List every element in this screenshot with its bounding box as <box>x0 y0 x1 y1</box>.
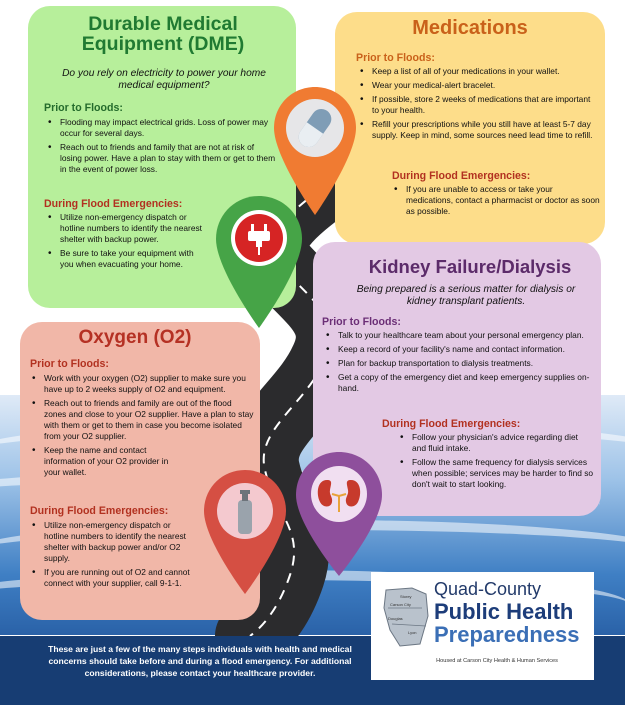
list-item: • Refill your prescriptions while you still have at least 5-7 day supply. Keep in mind, some sources need lead time to refill. <box>358 119 598 141</box>
logo-tagline: Housed at Carson City Health & Human Services <box>436 658 558 664</box>
oxygen-emergency-list <box>30 520 194 592</box>
map-label: Lyon <box>408 630 417 635</box>
list-item: • Talk to your healthcare team about your personal emergency plan. <box>324 330 596 341</box>
list-item: • Utilize non-emergency dispatch or hotline numbers to identify the nearest shelter with backup power. <box>46 212 206 245</box>
medications-prior-list <box>358 66 598 144</box>
list-item: • Keep the name and contact information of your O2 provider in your wallet. <box>30 445 184 478</box>
medications-emergency-heading: During Flood Emergencies: <box>392 170 531 182</box>
list-item: • Follow your physician's advice regarding diet and fluid intake. <box>398 432 594 454</box>
footer-text: These are just a few of the many steps individuals with health and medical concerns should take before and during a flood emergency. For additional considerations, please contact your healthcare provider. <box>48 644 352 678</box>
list-item: • Flooding may impact electrical grids. Loss of power may occur for several days. <box>46 117 278 139</box>
kidney-title: Kidney Failure/Dialysis <box>368 256 572 277</box>
kidney-subtitle: Being prepared is a serious matter for dialysis or kidney transplant patients. <box>356 284 576 307</box>
kidney-pin <box>294 450 384 580</box>
logo-line-1: Quad-County <box>434 579 542 599</box>
list-item: • If you are running out of O2 and cannot connect with your supplier, call 9-1-1. <box>30 567 194 589</box>
list-item: • Wear your medical-alert bracelet. <box>358 80 598 91</box>
list-item: • Work with your oxygen (O2) supplier to make sure you have up to 2 weeks supply of O2 and equipment. <box>30 373 256 395</box>
oxygen-emergency-heading: During Flood Emergencies: <box>30 505 169 517</box>
oxygen-prior-heading: Prior to Floods: <box>30 358 109 370</box>
medications-prior-heading: Prior to Floods: <box>356 52 435 64</box>
logo-line-3: Preparedness <box>434 622 580 647</box>
kidney-prior-list <box>324 330 596 397</box>
list-item: • If you are unable to access or take your medications, contact a pharmacist or doctor as soon as possible. <box>392 184 600 217</box>
oxygen-title: Oxygen (O2) <box>78 327 192 348</box>
list-item: • Reach out to friends and family are out of the flood zones and close to your O2 supplier. Have a plan to stay with them or get to them in case you become isolated from your O2 supplier. <box>30 398 256 442</box>
dme-pin <box>214 194 304 332</box>
list-item: • Be sure to take your equipment with you when evacuating your home. <box>46 248 206 270</box>
county-map-logo <box>382 586 430 648</box>
kidney-emergency-heading: During Flood Emergencies: <box>382 418 521 430</box>
map-label: Douglas <box>388 616 403 621</box>
medications-emergency-list <box>392 184 600 220</box>
list-item: • Keep a record of your facility's name and contact information. <box>324 344 596 355</box>
oxygen-prior-list <box>30 373 256 481</box>
medications-title: Medications <box>412 17 528 39</box>
list-item: • Follow the same frequency for dialysis services when possible; services may be harder to find so don't wait to start looking. <box>398 457 594 490</box>
list-item: • Reach out to friends and family that are not at risk of losing power. Have a plan to stay with them or get to them in the event of power loss. <box>46 142 278 175</box>
oxygen-pin <box>202 468 288 598</box>
kidney-emergency-list <box>398 432 594 493</box>
dme-emergency-heading: During Flood Emergencies: <box>44 198 183 210</box>
logo-line-2: Public Health <box>434 599 574 624</box>
list-item: • Plan for backup transportation to dialysis treatments. <box>324 358 596 369</box>
dme-title: Durable Medical Equipment (DME) <box>81 13 245 56</box>
dme-question: Do you rely on electricity to power your home medical equipment? <box>62 68 266 91</box>
list-item: • Keep a list of all of your medications in your wallet. <box>358 66 598 77</box>
list-item: • Utilize non-emergency dispatch or hotline numbers to identify the nearest shelter with backup power and/or O2 supply. <box>30 520 194 564</box>
dme-prior-heading: Prior to Floods: <box>44 102 123 114</box>
list-item: • Get a copy of the emergency diet and keep emergency supplies on-hand. <box>324 372 596 394</box>
kidney-prior-heading: Prior to Floods: <box>322 316 401 328</box>
dme-emergency-list <box>46 212 206 273</box>
map-label: Storey <box>400 594 412 599</box>
dme-prior-list <box>46 117 278 178</box>
map-label: Carson City <box>390 602 411 607</box>
list-item: • If possible, store 2 weeks of medications that are important to your health. <box>358 94 598 116</box>
